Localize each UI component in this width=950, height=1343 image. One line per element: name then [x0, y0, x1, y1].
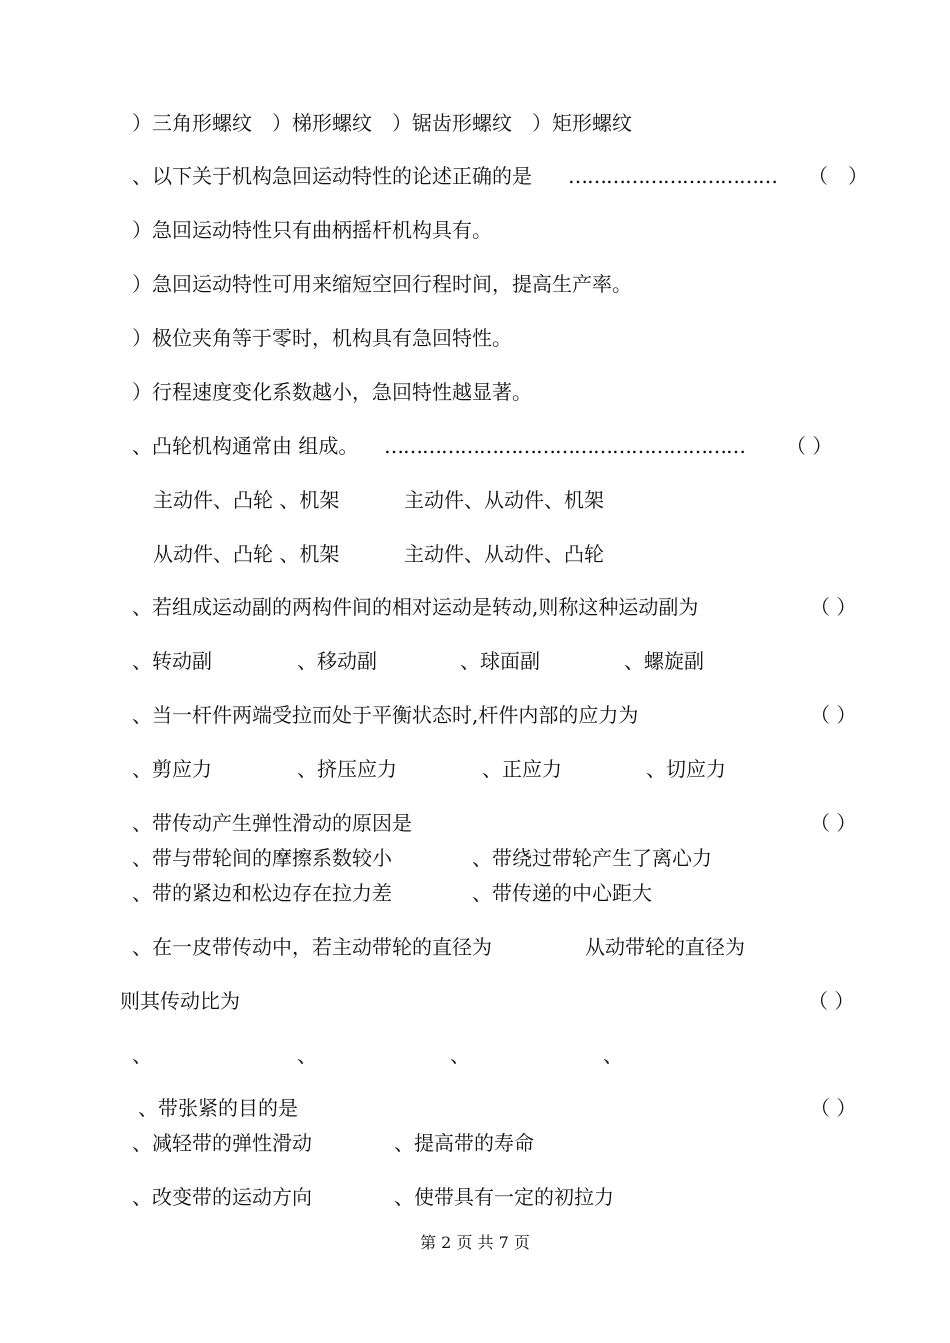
question-stem: 、当一杆件两端受拉而处于平衡状态时,杆件内部的应力为 [132, 703, 639, 727]
option-a: 主动件、凸轮 、机架 [153, 488, 340, 512]
option-a: ）急回运动特性只有曲柄摇杆机构具有。 [132, 218, 492, 242]
leader-dots: …………………………… [568, 164, 777, 188]
option-b: 、挤压应力 [297, 757, 397, 781]
option-c: ）极位夹角等于零时，机构具有急回特性。 [132, 326, 512, 350]
question-stem: 、带张紧的目的是 [138, 1096, 298, 1120]
answer-bracket: （ ） [810, 811, 857, 835]
option-a: 、减轻带的弹性滑动 [132, 1131, 312, 1155]
option-b: 、 [297, 1043, 317, 1067]
answer-bracket: （ ） [810, 703, 857, 727]
option-d: 、螺旋副 [624, 649, 704, 673]
answer-bracket: （ ） [808, 989, 855, 1013]
options-line-thread-types: ）三角形螺纹 ）梯形螺纹 ）锯齿形螺纹 ）矩形螺纹 [132, 111, 632, 135]
option-d: 、使带具有一定的初拉力 [394, 1185, 614, 1209]
option-b: 、提高带的寿命 [394, 1131, 534, 1155]
option-b: 、带绕过带轮产生了离心力 [472, 846, 712, 870]
question-stem: 、带传动产生弹性滑动的原因是 [132, 811, 412, 835]
option-c: 、 [450, 1043, 470, 1067]
option-a: 、带与带轮间的摩擦系数较小 [132, 846, 392, 870]
option-c: 从动件、凸轮 、机架 [153, 542, 340, 566]
option-c: 、正应力 [482, 757, 562, 781]
option-d: 、 [603, 1043, 623, 1067]
option-a: 、剪应力 [132, 757, 212, 781]
leader-dots: ………………………………………………… [384, 434, 745, 458]
option-c: 、带的紧边和松边存在拉力差 [132, 881, 392, 905]
answer-bracket: （ ） [810, 1096, 857, 1120]
option-a: 、 [132, 1043, 152, 1067]
answer-bracket: （ ） [810, 595, 857, 619]
question-stem: 、若组成运动副的两构件间的相对运动是转动,则称这种运动副为 [132, 595, 699, 619]
option-d: ）行程速度变化系数越小，急回特性越显著。 [132, 380, 532, 404]
question-stem-part-1: 、在一皮带传动中，若主动带轮的直径为 [132, 935, 492, 959]
answer-bracket: （ ） [786, 434, 833, 458]
option-b: 主动件、从动件、机架 [404, 488, 604, 512]
option-d: 主动件、从动件、凸轮 [404, 542, 604, 566]
option-b: ）急回运动特性可用来缩短空回行程时间，提高生产率。 [132, 272, 632, 296]
page-number-footer: 第 2 页 共 7 页 [420, 1233, 530, 1252]
question-stem: 、凸轮机构通常由 组成。 [132, 434, 359, 458]
option-a: 、转动副 [132, 649, 212, 673]
answer-bracket: （ ） [808, 164, 868, 188]
option-c: 、改变带的运动方向 [132, 1185, 312, 1209]
question-stem-part-3: 则其传动比为 [120, 989, 240, 1013]
option-c: 、球面副 [460, 649, 540, 673]
option-b: 、移动副 [297, 649, 377, 673]
option-d: 、带传递的中心距大 [472, 881, 652, 905]
option-d: 、切应力 [646, 757, 726, 781]
question-stem: 、以下关于机构急回运动特性的论述正确的是 [132, 164, 532, 188]
question-stem-part-2: 从动带轮的直径为 [585, 935, 745, 959]
